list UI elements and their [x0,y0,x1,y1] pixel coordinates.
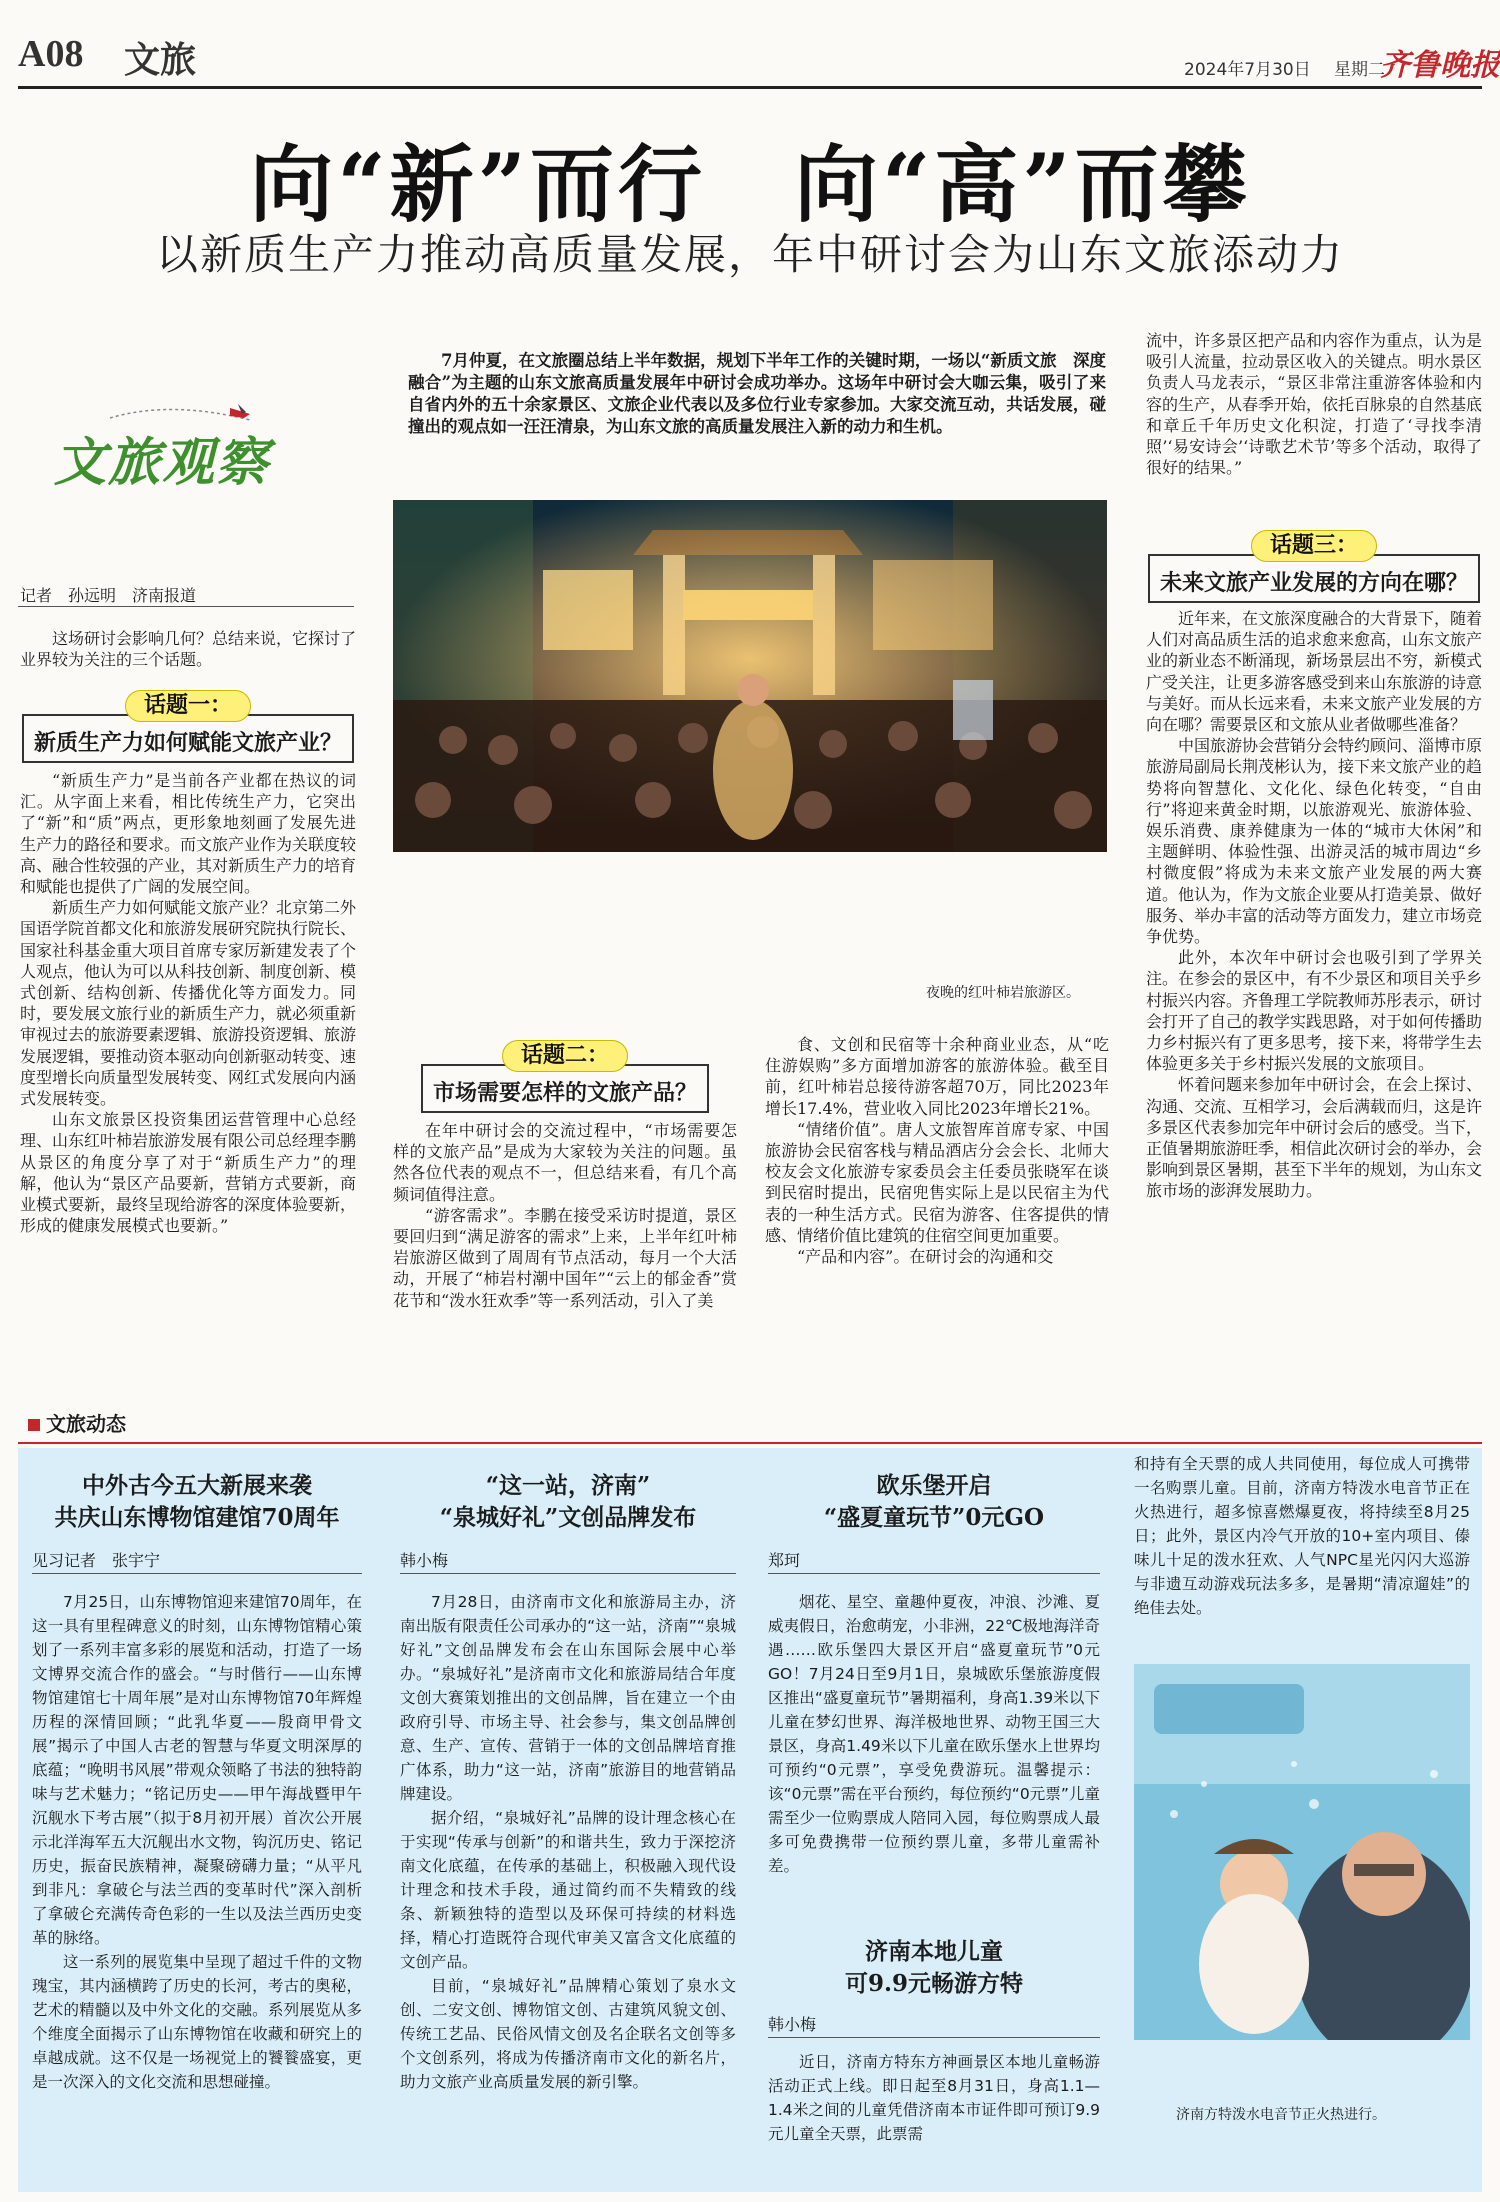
topic1-paragraph: “新质生产力”是当前各产业都在热议的词汇。从字面上来看，相比传统生产力，它突出了“新”和“质”两点，更形象地刻画了发展先进生产力的路径和要求。而文旅产业作为关联度较高、融合性较强的产业，其对新质生产力的培育和赋能也提供了广阔的发展空间。 [20,771,356,897]
column3-paragraph: 食、文创和民宿等十余种商业业态，从“吃住游娱购”多方面增加游客的旅游体验。截至目前，红叶柿岩总接待游客超70万，同比2023年增长17.4%，营业收入同比2023年增长21%。 [765,1035,1109,1118]
masthead-rule [18,86,1482,89]
topic1-paragraph: 新质生产力如何赋能文旅产业？北京第二外国语学院首都文化和旅游发展研究院执行院长、国家社科基金重大项目首席专家厉新建发表了个人观点，他认为可以从科技创新、制度创新、模式创新、结构创新、传播优化等方面发力。同时，要发展文旅行业的新质生产力，就必须重新审视过去的旅游要素逻辑、旅游投资逻辑、旅游发展逻辑，要推动资本驱动向创新驱动转变、速度型增长向质量型发展转变、网红式发展向内涵式发展转变。 [20,898,356,1109]
news2-byline: 韩小梅 [400,1548,736,1574]
topic3-paragraph: 近年来，在文旅深度融合的大背景下，随着人们对高品质生活的追求愈来愈高，山东文旅产业的新业态不断涌现，新场景层出不穷，新模式广受关注，让更多游客感受到来山东旅游的诗意与美好。而从长远来看，未来文旅产业发展的方向在哪？需要景区和文旅从业者做哪些准备？ [1146,609,1482,735]
news-section-label: 文旅动态 [46,1412,126,1436]
news4-continued-body: 和持有全天票的成人共同使用，每位成人可携带一名购票儿童。目前，济南方特泼水电音节正在火热进行，超多惊喜燃爆夏夜，将持续至8月25日；此外，景区内冷气开放的10+室内项目、傣味儿十足的泼水狂欢、人气NPC星光闪闪大巡游与非遗互动游戏玩法多多，是暑期“清凉遛娃”的绝佳去处。 [1134,1455,1470,1617]
news4-paragraph: 近日，济南方特东方神画景区本地儿童畅游活动正式上线。即日起至8月31日，身高1.1—1.4米之间的儿童凭借济南本市证件即可预订9.9元儿童全天票，此票需 [768,2053,1100,2143]
topic2-tag: 话题二： [502,1040,628,1072]
news3-title [766,1470,1102,1534]
news2-paragraph: 据介绍，“泉城好礼”品牌的设计理念核心在于实现“传承与创新”的和谐共生，致力于深挖济南文化底蕴，在传承的基础上，积极融入现代设计理念和技术手段，通过简约而不失精致的线条、新颖独特的造型以及环保可持续的材料选择，精心打造既符合现代审美又富含文化底蕴的文创产品。 [400,1809,736,1971]
news3-title-line1: 欧乐堡开启 [876,1472,992,1499]
topic2-paragraph: “游客需求”。李鹏在接受采访时提道，景区要回归到“满足游客的需求”上来，上半年红叶柿岩旅游区做到了周周有节点活动，每月一个大活动，开展了“柿岩村潮中国年”“云上的郁金香”赏花节和“泼水狂欢季”等一系列活动，引入了美 [393,1205,737,1310]
news1-byline: 见习记者 张宇宁 [32,1548,362,1574]
news-section-rule [18,1442,1482,1444]
news2-title-line1: “这一站，济南” [485,1472,651,1499]
topic1-paragraph: 山东文旅景区投资集团运营管理中心总经理、山东红叶柿岩旅游发展有限公司总经理李鹏从景区的角度分享了对于“新质生产力”的理解，他认为“景区产品要新，营销方式要新，商业模式要新，最终呈现给游客的深度体验要新，形成的健康发展模式也要新。” [20,1110,356,1236]
news3-body [768,1590,1100,1910]
topic1-badge [20,690,356,763]
topic1-title: 新质生产力如何赋能文旅产业？ [22,714,354,763]
topic2-body [393,1120,737,1356]
topic3-paragraph: 中国旅游协会营销分会特约顾问、淄博市原旅游局副局长荆茂彬认为，接下来文旅产业的趋势将向智慧化、文化化、绿色化转变，“自由行”将迎来黄金时期，以旅游观光、旅游体验、娱乐消费、康养健康为一体的“城市大休闲”和主题鲜明、体验性强、出游灵活的城市周边“乡村微度假”将成为未来文旅产业发展的两大赛道。他认为，作为文旅企业要从打造美景、做好服务、举办丰富的活动等方面发力，建立市场竞争优势。 [1146,736,1482,947]
subheadline: 以新质生产力推动高质量发展，年中研讨会为山东文旅添动力 [155,230,1344,279]
topic2-badge [393,1040,737,1113]
issue-date: 2024年7月30日 [1184,60,1311,80]
column3-paragraph: “产品和内容”。在研讨会的沟通和交 [797,1247,1054,1267]
news1-title [30,1470,364,1534]
column-logo [50,390,350,500]
news4-body [768,2050,1100,2170]
news3-title-line2: “盛夏童玩节”0元GO [823,1504,1045,1531]
news4-title-line2: 可9.9元畅游方特 [844,1970,1023,1997]
news1-title-line2: 共庆山东博物馆建馆70周年 [54,1504,340,1531]
night-festival-photo [393,500,1107,852]
topic3-title: 未来文旅产业发展的方向在哪？ [1148,554,1480,603]
page-number: A08 [18,33,84,75]
column3-body [765,1034,1109,1356]
topic3-body [1146,608,1482,1358]
section-square-icon [28,1419,40,1431]
newspaper-logo: 齐鲁晚报 [1380,48,1500,83]
byline-rule [18,606,354,607]
news1-title-line1: 中外古今五大新展来袭 [82,1472,312,1499]
lead-paragraph: 7月仲夏，在文旅圈总结上半年数据，规划下半年工作的关键时期，一场以“新质文旅 深度融合”为主题的山东文旅高质量发展年中研讨会成功举办。这场年中研讨会大咖云集，吸引了来自省内外的五十余家景区、文旅企业代表以及多位行业专家参加。大家交流互动，共话发展，碰撞出的观点如一汪汪清泉，为山东文旅的高质量发展注入新的动力和生机。 [408,351,1106,436]
column3-paragraph: “情绪价值”。唐人文旅智库首席专家、中国旅游协会民宿客栈与精品酒店分会会长、北师大校友会文化旅游专家委员会主任委员张晓军在谈到民宿时提出，民宿兜售实际上是以民宿主为代表的一种生活方式。民宿为游客、住客提供的情感、情绪价值比建筑的住宿空间更加重要。 [765,1119,1109,1245]
issue-weekday: 星期二 [1334,60,1385,80]
news3-paragraph: 烟花、星空、童趣仲夏夜，冲浪、沙滩、夏威夷假日，治愈萌宠，小非洲，22℃极地海洋奇遇……欧乐堡四大景区开启“盛夏童玩节”0元GO！7月24日至9月1日，泉城欧乐堡旅游度假区推出“盛夏童玩节”暑期福利，身高1.39米以下儿童在梦幻世界、海洋极地世界、动物王国三大景区，身高1.49米以下儿童在欧乐堡水上世界均可预约“0元票”，享受免费游玩。温馨提示：该“0元票”需在平台预约，每位预约“0元票”儿童需至少一位购票成人陪同入园，每位购票成人最多可免费携带一位预约票儿童，多带儿童需补差。 [768,1593,1100,1875]
news1-paragraph: 这一系列的展览集中呈现了超过千件的文物瑰宝，其内涵横跨了历史的长河，考古的奥秘，艺术的精髓以及中外文化的交融。系列展览从多个维度全面揭示了山东博物馆在收藏和研究上的卓越成就。这不仅是一场视觉上的饕餮盛宴，更是一次深入的文化交流和思想碰撞。 [32,1953,362,2091]
topic3-tag: 话题三： [1251,530,1377,562]
news1-body [32,1590,362,2150]
news2-title-line2: “泉城好礼”文创品牌发布 [439,1504,697,1531]
water-festival-caption: 济南方特泼水电音节正火热进行。 [1176,2107,1386,2123]
column4-top-body [1146,330,1482,514]
news2-paragraph: 7月28日，由济南市文化和旅游局主办，济南出版有限责任公司承办的“这一站，济南”“泉城好礼”文创品牌发布会在山东国际会展中心举办。“泉城好礼”是济南市文化和旅游局结合年度文创大赛策划推出的文创品牌，旨在建立一个由政府引导、市场主导、社会参与，集文创品牌创意、生产、宣传、营销于一体的文创品牌培育推广体系，助力“这一站，济南”旅游目的地营销品牌建设。 [400,1593,736,1803]
photo-caption: 夜晚的红叶柿岩旅游区。 [926,985,1080,1001]
topic1-body [20,770,356,1354]
topic2-paragraph: 在年中研讨会的交流过程中，“市场需要怎样的文旅产品”是成为大家较为关注的问题。虽然各位代表的观点不一，但总结来看，有几个高频词值得注意。 [393,1121,737,1204]
column-logo-text: 文旅观察 [54,432,271,493]
news3-byline: 郑珂 [768,1548,1100,1574]
headline: 向“新”而行 向“高”而攀 [249,135,1251,234]
news2-title [396,1470,740,1534]
news1-paragraph: 7月25日，山东博物馆迎来建馆70周年，在这一具有里程碑意义的时刻，山东博物馆精心策划了一系列丰富多彩的展览和活动，打造了一场文博界交流合作的盛会。“与时偕行——山东博物馆建馆七十周年展”是对山东博物馆70年辉煌历程的深情回顾；“此乳华夏——殷商甲骨文展”揭示了中国人古老的智慧与华夏文明深厚的底蕴；“晚明书风展”带观众领略了书法的独特韵味与艺术魅力；“铭记历史——甲午海战暨甲午沉舰水下考古展”（拟于8月初开展）首次公开展示北洋海军五大沉舰出水文物，钩沉历史、铭记历史，振奋民族精神，凝聚磅礴力量；“从平凡到非凡：拿破仑与法兰西的变革时代”深入剖析了拿破仑充满传奇色彩的一生以及法兰西历史变革的脉络。 [32,1593,362,1947]
topic3-paragraph: 怀着问题来参加年中研讨会，在会上探讨、沟通、交流、互相学习，会后满载而归，这是许多景区代表参加完年中研讨会后的感受。当下，正值暑期旅游旺季，相信此次研讨会的举办，会影响到景区暑期，甚至下半年的规划，为山东文旅市场的澎湃发展助力。 [1146,1075,1482,1201]
news-section-tag [28,1408,126,1437]
topic1-tag: 话题一： [125,690,251,722]
news4-title-line1: 济南本地儿童 [865,1938,1003,1965]
article-byline: 记者 孙远明 济南报道 [20,586,197,605]
child-splash-image [1134,1664,1470,2040]
topic3-badge [1146,530,1482,603]
column4-paragraph: 流中，许多景区把产品和内容作为重点，认为是吸引人流量，拉动景区收入的关键点。明水景区负责人马龙表示，“景区非常注重游客体验和内容的生产，从春季开始，依托百脉泉的自然基底和章丘千年历史文化积淀，打造了‘寻找李清照’‘易安诗会’‘诗歌艺术节’等多个活动，取得了很好的结果。” [1146,331,1482,478]
section-name: 文旅 [124,39,197,81]
news4-byline: 韩小梅 [768,2012,1100,2038]
water-festival-photo [1134,1664,1470,2040]
news2-body [400,1590,736,2150]
news2-paragraph: 目前，“泉城好礼”品牌精心策划了泉水文创、二安文创、博物馆文创、古建筑风貌文创、传统工艺品、民俗风情文创及名企联名文创等多个文创系列，将成为传播济南市文化的新名片，助力文旅产业高质量发展的新引擎。 [400,1977,736,2091]
topic3-paragraph: 此外，本次年中研讨会也吸引到了学界关注。在参会的景区中，有不少景区和项目关乎乡村振兴内容。齐鲁理工学院教师苏彤表示，研讨会打开了自己的教学实践思路，对于如何传播助力乡村振兴有了更多思考，接下来，将带学生去体验更多关于乡村振兴发展的文旅项目。 [1146,948,1482,1074]
intro-paragraph: 这场研讨会影响几何？总结来说，它探讨了业界较为关注的三个话题。 [20,629,356,670]
topic2-title: 市场需要怎样的文旅产品？ [421,1064,709,1113]
festival-crowd-image [393,500,1107,852]
news4-title [766,1936,1102,2000]
